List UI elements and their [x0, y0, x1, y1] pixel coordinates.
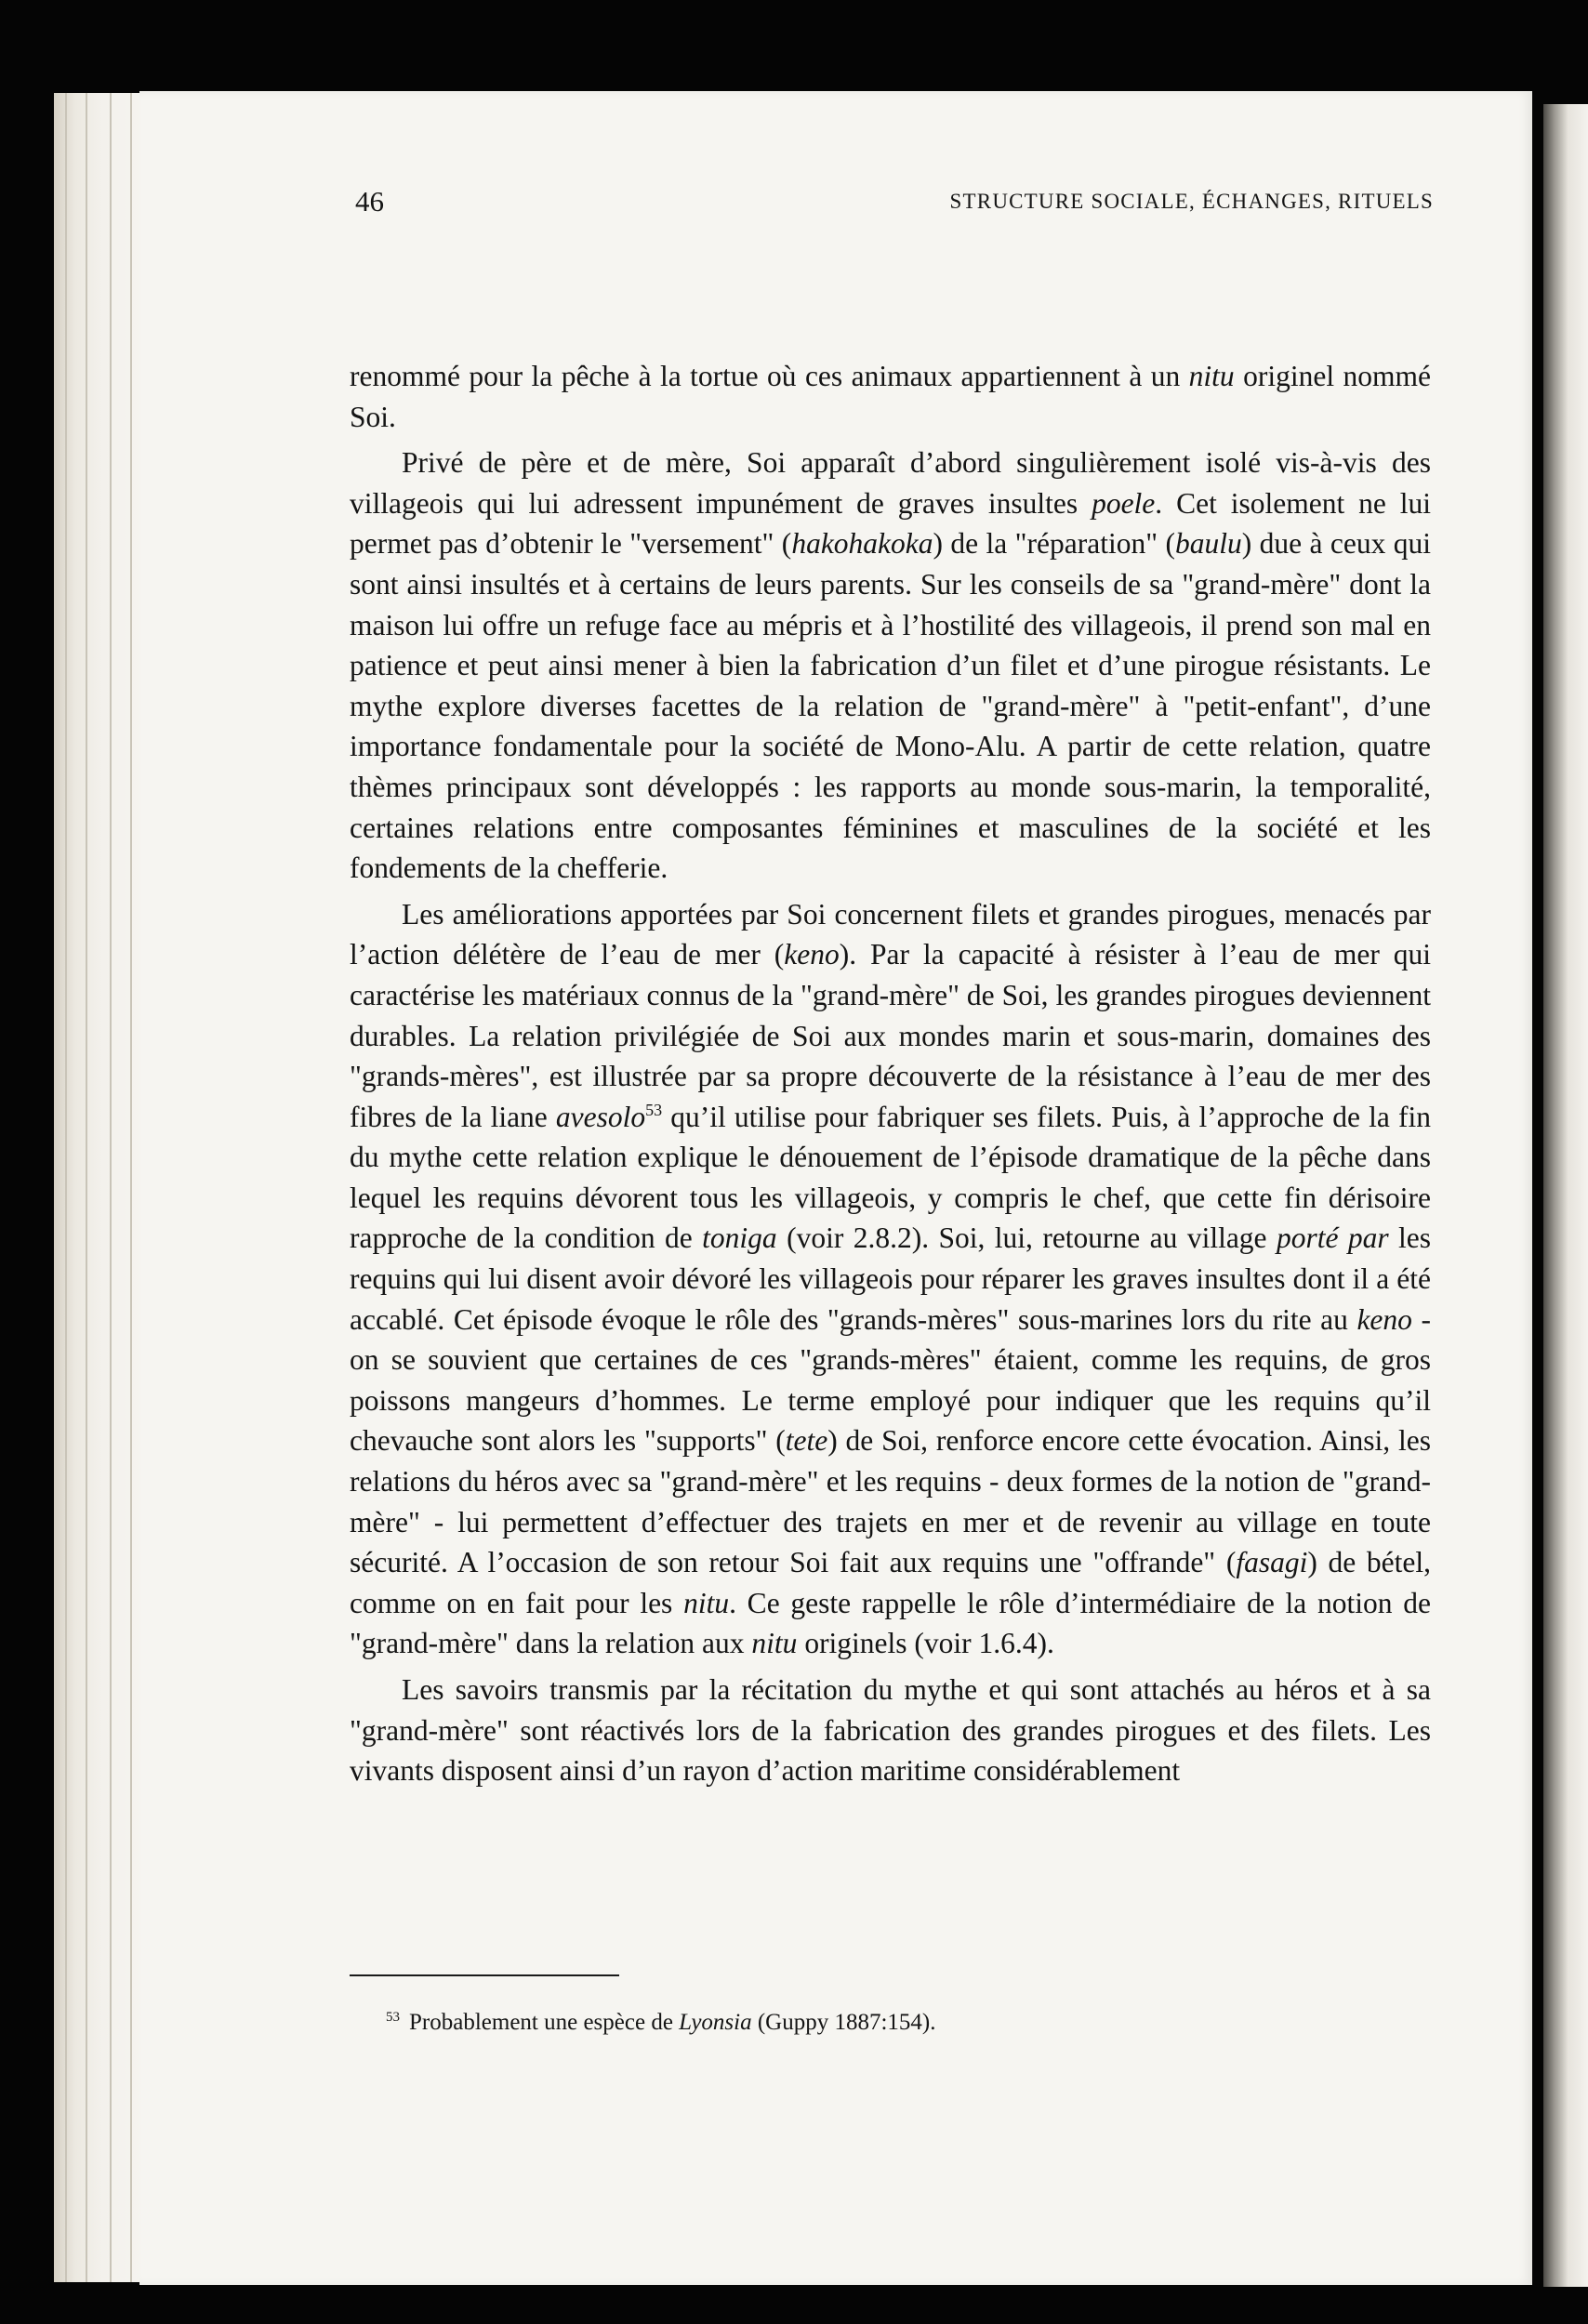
- italic-term: nitu: [1188, 360, 1235, 392]
- text-run: Privé de père et de mère, Soi apparaît d’abord singulièrement isolé vis-à-vis des villageois qui lui adressent impunément de graves insultes: [350, 446, 1431, 520]
- text-run: renommé pour la pêche à la tortue où ces animaux appartiennent à un: [350, 360, 1189, 392]
- text-run: Les améliorations apportées par Soi concernent filets et grandes pirogues, menacés par l’action délétère de l’eau de mer (: [350, 897, 1431, 971]
- italic-term: nitu: [683, 1586, 730, 1619]
- text-run: Les savoirs transmis par la récitation du mythe et qui sont attachés au héros et à sa "grand-mère" sont réactivés lors de la fabrication des grandes pirogues et des filets. Les vivants disposent ainsi d’un rayon d’action maritime considérablement: [350, 1673, 1431, 1788]
- paragraph: [350, 894, 1431, 1664]
- body-text: [350, 356, 1431, 1797]
- footnote-number: 53: [386, 2010, 400, 2025]
- page-edge-line: [86, 93, 87, 2282]
- footnote-text-after: (Guppy 1887:154).: [751, 2010, 936, 2035]
- footnote-separator: [350, 1974, 619, 1976]
- text-run: les requins qui lui disent avoir dévoré les villageois pour réparer les graves insultes dont il a été accablé. Cet épisode évoque le rôle des "grands-mères" sous-marines lors du rite au: [350, 1221, 1432, 1336]
- page-header: [355, 186, 1434, 218]
- running-head: STRUCTURE SOCIALE, ÉCHANGES, RITUELS: [949, 190, 1434, 213]
- paragraph: [350, 1670, 1431, 1791]
- text-run: originel nommé Soi.: [350, 360, 1431, 433]
- page-edge-line: [65, 93, 67, 2282]
- footnote: [386, 2008, 1427, 2038]
- italic-term: baulu: [1174, 527, 1242, 561]
- italic-term: keno: [784, 938, 840, 971]
- paragraph: [350, 356, 1431, 437]
- text-run: ) de la "réparation" (: [933, 527, 1175, 561]
- footnote-italic: Lyonsia: [679, 2010, 752, 2035]
- text-run: ) due à ceux qui sont ainsi insultés et à certains de leurs parents. Sur les conseils de sa "grand-mère" dont la maison lui offre un refuge face au mépris et à l’hostilité des villageois, il prend son mal en patience et peut ainsi mener à bien la fabrication d’un filet et d’une pirogue résistants. Le mythe explore diverses facettes de la relation de "grand-mère" à "petit-enfant", d’une importance fondamentale pour la société de Mono-Alu. A partir de cette relation, quatre thèmes principaux sont développés : les rapports au monde sous-marin, la temporalité, certaines relations entre composantes féminines et masculines de la société et les fondements de la chefferie.: [350, 527, 1432, 885]
- text-run: ) de bétel, comme on en fait pour les: [350, 1546, 1432, 1619]
- italic-term: toniga: [702, 1221, 777, 1255]
- text-run: . Ce geste rappelle le rôle d’intermédiaire de la notion de "grand-mère" dans la relation aux: [350, 1586, 1431, 1660]
- page-edge-line: [110, 93, 112, 2282]
- text-run: - on se souvient que certaines de ces "grands-mères" étaient, comme les requins, de gros poissons mangeurs d’hommes. Le terme employé pour indiquer que les requins qu’il chevauche sont alors les "supports" (: [350, 1302, 1431, 1458]
- italic-term: poele: [1092, 486, 1156, 520]
- text-run: . Cet isolement ne lui permet pas d’obtenir le "versement" (: [350, 486, 1431, 561]
- footnote-reference: 53: [645, 1100, 663, 1119]
- italic-term: nitu: [751, 1627, 798, 1660]
- footnote-text-before: Probablement une espèce de: [409, 2010, 680, 2035]
- italic-term: hakohakoka: [791, 527, 933, 561]
- page-number: 46: [355, 185, 384, 218]
- text-run: ) de Soi, renforce encore cette évocation. Ainsi, les relations du héros avec sa "grand-mère" et les requins - deux formes de la notion de "grand-mère" - lui permettent d’effectuer des trajets en mer et de revenir au village en toute sécurité. A l’occasion de son retour Soi fait aux requins une "offrande" (: [350, 1424, 1431, 1579]
- page-edge-line: [130, 93, 132, 2282]
- text-run: qu’il utilise pour fabriquer ses filets. Puis, à l’approche de la fin du mythe cette relation explique le dénouement de l’épisode dramatique de la pêche dans lequel les requins dévorent tous les villageois, y compris le chef, que cette fin dérisoire rapproche de la condition de: [350, 1100, 1431, 1255]
- italic-term: porté par: [1276, 1221, 1389, 1255]
- italic-term: fasagi: [1236, 1546, 1308, 1579]
- italic-term: keno: [1356, 1302, 1412, 1336]
- text-run: originels (voir 1.6.4).: [797, 1627, 1054, 1660]
- text-run: (voir 2.8.2). Soi, lui, retourne au village: [776, 1221, 1277, 1255]
- italic-term: tete: [785, 1424, 828, 1458]
- paragraph: [350, 442, 1431, 889]
- text-run: ). Par la capacité à résister à l’eau de mer qui caractérise les matériaux connus de la "grand-mère" de Soi, les grandes pirogues deviennent durables. La relation privilégiée de Soi aux mondes marin et sous-marin, domaines des "grands-mères", est illustrée par sa propre découverte de la résistance à l’eau de mer des fibres de la liane: [350, 938, 1431, 1133]
- facing-page-edge: [1543, 104, 1588, 2287]
- italic-term: avesolo: [555, 1100, 646, 1133]
